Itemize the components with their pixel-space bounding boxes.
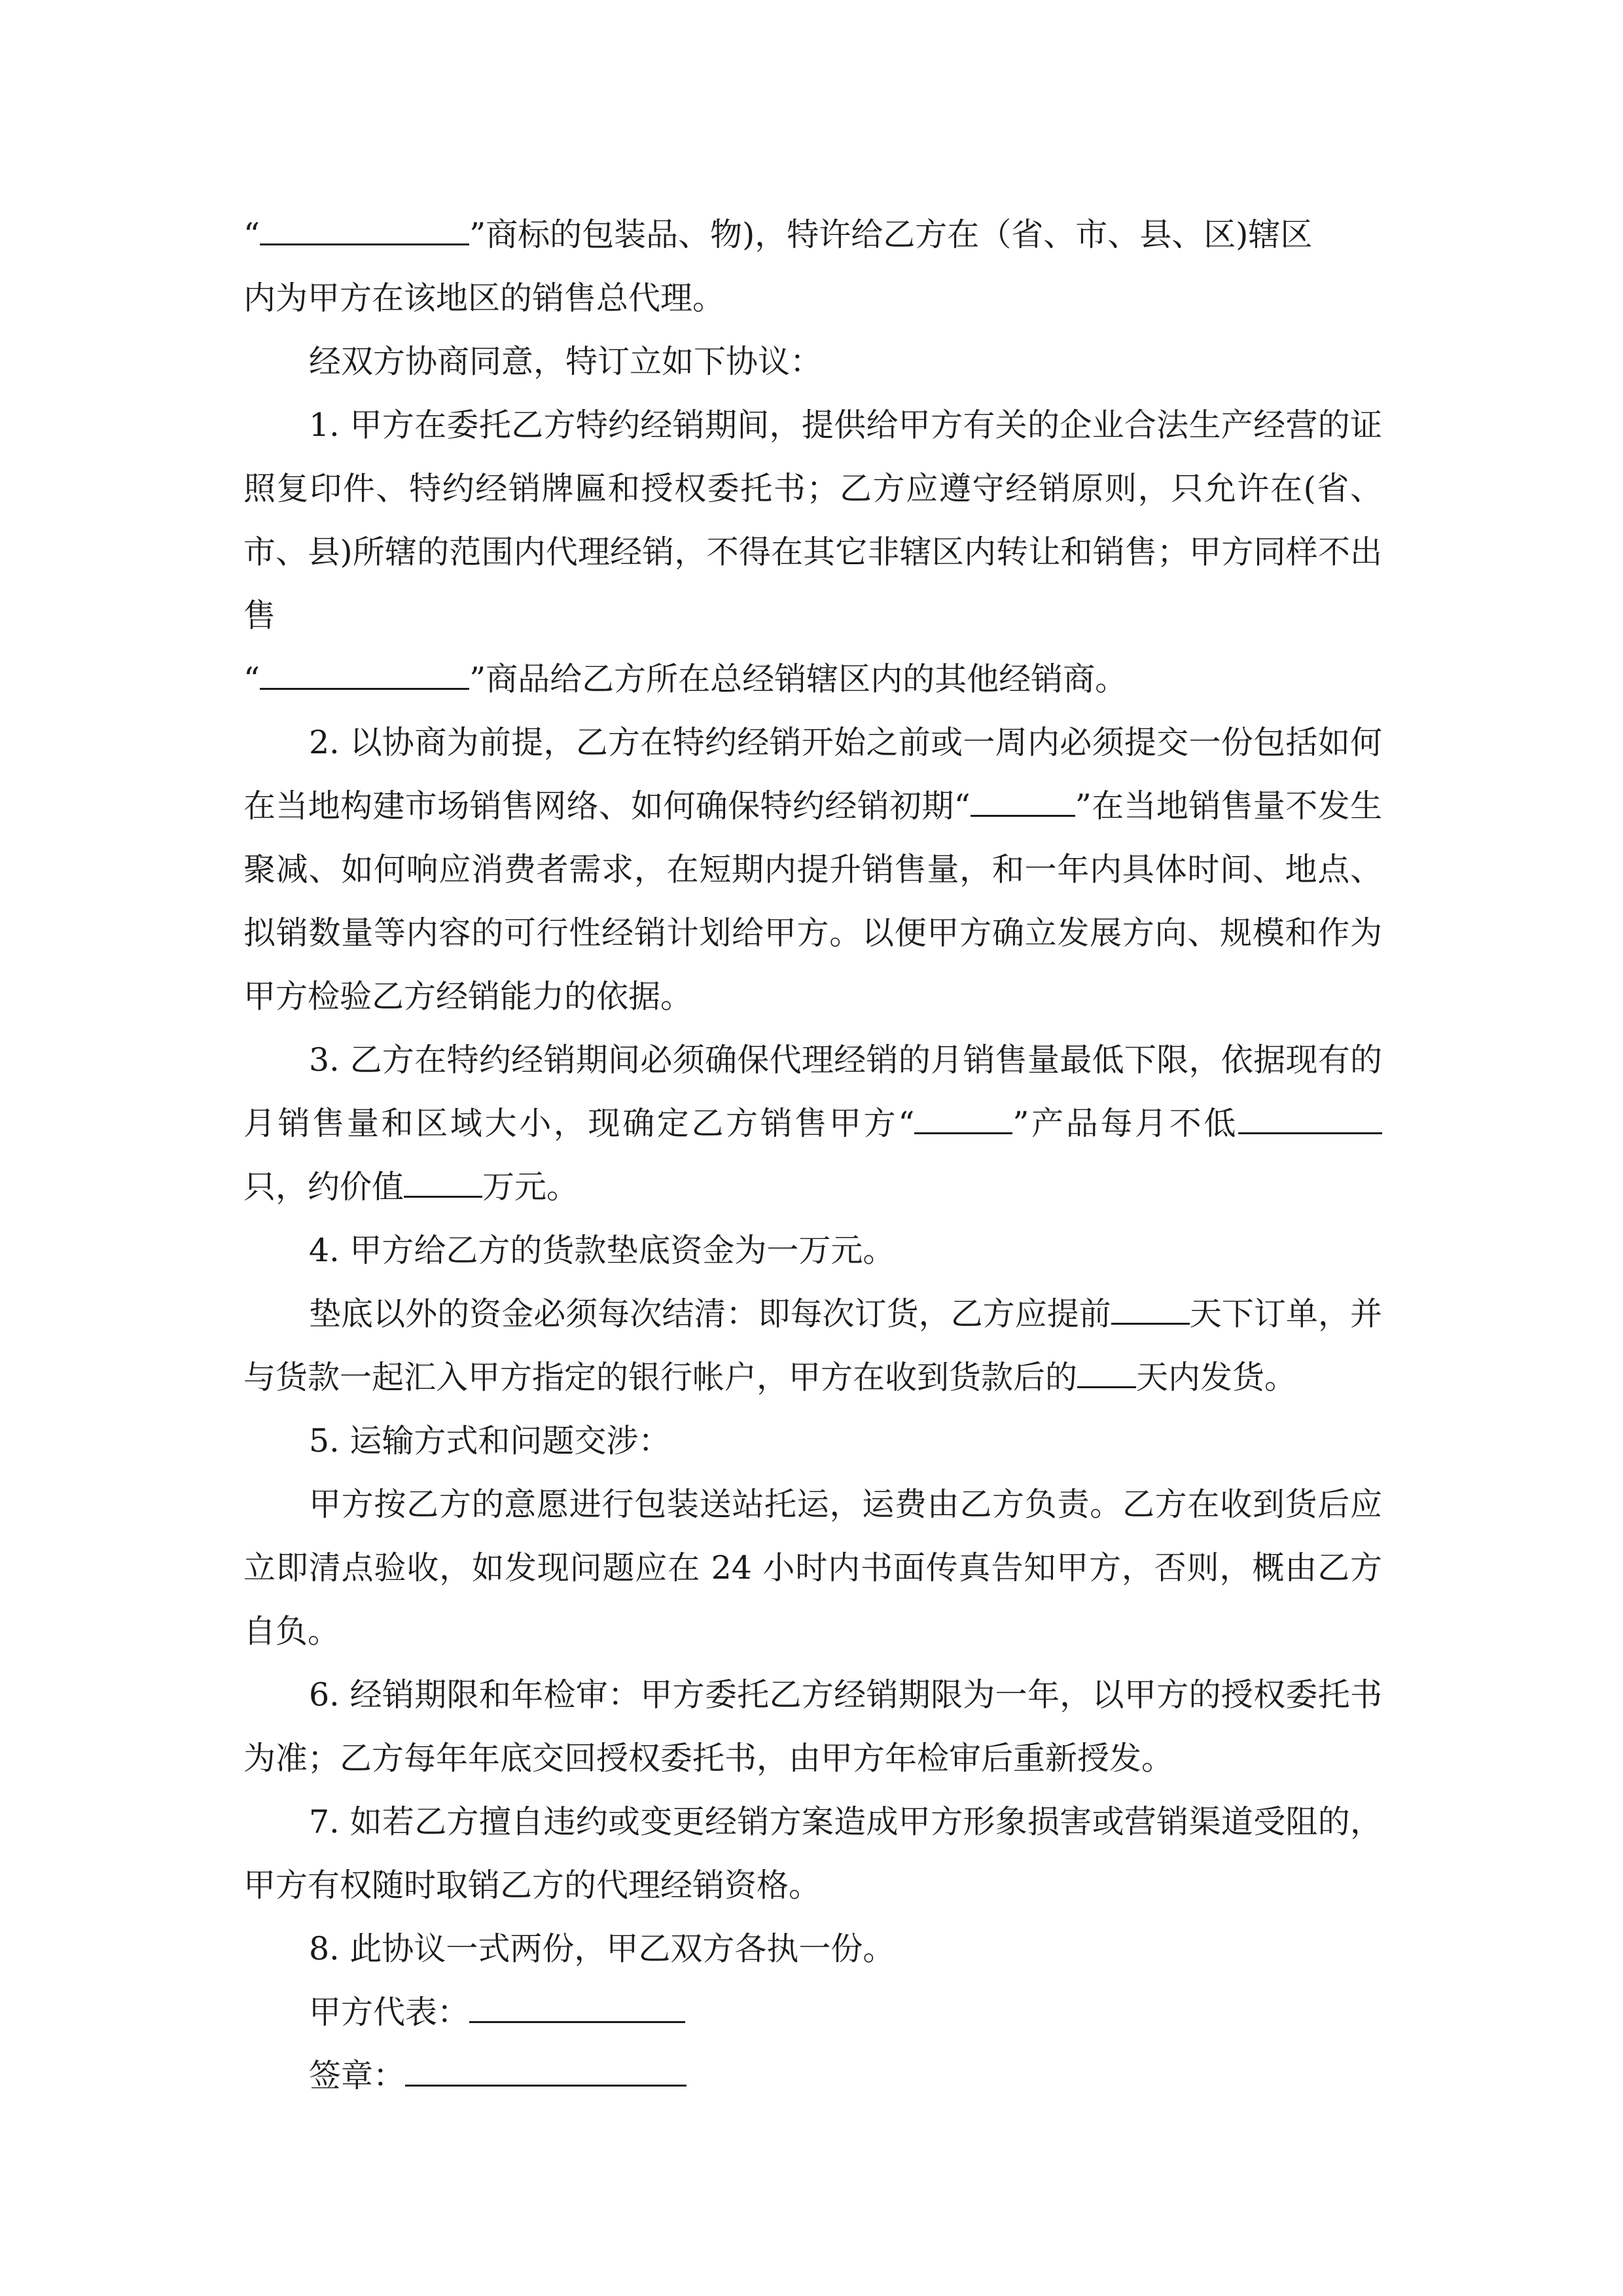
clause-3 [243,1028,1382,1219]
value-blank[interactable] [404,1159,482,1198]
clause-1-tail: ”商品给乙方所在总经销辖区内的其他经销商。 [469,660,1128,698]
clause-3-text-b: ”产品每月不低 [1012,1105,1238,1142]
clause-3-text-c: 只，约价值 [243,1168,404,1206]
clause-3-text-d: 万元。 [482,1168,579,1206]
contract-body [243,203,1382,2108]
product-name-blank[interactable] [914,1096,1012,1134]
clause-2 [243,711,1382,1028]
order-days-blank[interactable] [1111,1286,1190,1325]
clause-8: 8. 此协议一式两份，甲乙双方各执一份。 [309,1930,895,1967]
clause-1-text: 1. 甲方在委托乙方特约经销期间，提供给甲方有关的企业合法生产经营的证照复印件、特约经销牌匾和授权委托书；乙方应遵守经销原则，只允许在(省、市、县)所辖的范围内代理经销，不得在其它非辖区内转让和销售；甲方同样不出售 [243,406,1382,634]
signature-line [243,2044,1382,2108]
clause-4-detail-c: 天内发货。 [1136,1359,1297,1396]
signature-blank[interactable] [405,2048,687,2087]
clause-5-detail: 甲方按乙方的意愿进行包装送站托运，运费由乙方负责。乙方在收到货后应立即清点验收，如发现问题应在 24 小时内书面传真告知甲方，否则，概由乙方自负。 [243,1486,1382,1650]
signature-label: 签章： [309,2057,406,2094]
clause-4-detail [243,1282,1382,1409]
open-quote: “ [243,660,260,698]
intro-line2-text: 内为甲方在该地区的销售总代理。 [243,279,725,317]
clause-2-text-a: 2. 以协商为前提，乙方在特约经销开始之前或一周内必须提交一份包括如何在当地构建市场销售网络、如何确保特约经销初期“ [243,724,1382,825]
clause-3-text-a: 3. 乙方在特约经销期间必须确保代理经销的月销售量最低下限，依据现有的月销售量和区域大小，现确定乙方销售甲方“ [243,1041,1382,1142]
representative-blank[interactable] [469,1984,685,2023]
agreement-intro: 经双方协商同意，特订立如下协议： [309,343,823,380]
open-quote: “ [243,216,260,253]
clause-7: 7. 如若乙方擅自违约或变更经销方案造成甲方形象损害或营销渠道受阻的，甲方有权随时取销乙方的代理经销资格。 [243,1803,1382,1904]
ship-days-blank[interactable] [1077,1350,1136,1388]
clause-1-continued [243,647,1382,711]
clause-2-text-b: ”在当地销售量不发生聚减、如何响应消费者需求，在短期内提升销售量，和一年内具体时间、地点、拟销数量等内容的可行性经销计划给甲方。以便甲方确立发展方向、规模和作为甲方检验乙方经销能力的依据。 [243,787,1382,1015]
clause-4: 4. 甲方给乙方的货款垫底资金为一万元。 [309,1232,895,1269]
intro-paragraph [243,203,1382,330]
representative-label: 甲方代表： [309,1994,470,2031]
early-period-blank[interactable] [971,778,1075,817]
clause-1 [243,393,1382,647]
clause-4-detail-a: 垫底以外的资金必须每次结清：即每次订货，乙方应提前 [309,1295,1111,1333]
representative-line [243,1981,1382,2044]
trademark-blank[interactable] [260,207,469,245]
clause-6: 6. 经销期限和年检审：甲方委托乙方经销期限为一年，以甲方的授权委托书为准；乙方每年年底交回授权委托书，由甲方年检审后重新授发。 [243,1676,1382,1777]
monthly-quantity-blank[interactable] [1238,1096,1382,1134]
clause-5: 5. 运输方式和问题交涉： [309,1422,671,1460]
intro-line1-text: ”商标的包装品、物)，特许给乙方在（省、市、县、区)辖区 [469,216,1313,253]
clause-4-detail-b: 天下订单，并与货款一起汇入甲方指定的银行帐户，甲方在收到货款后的 [243,1295,1382,1396]
product-blank[interactable] [260,651,469,690]
